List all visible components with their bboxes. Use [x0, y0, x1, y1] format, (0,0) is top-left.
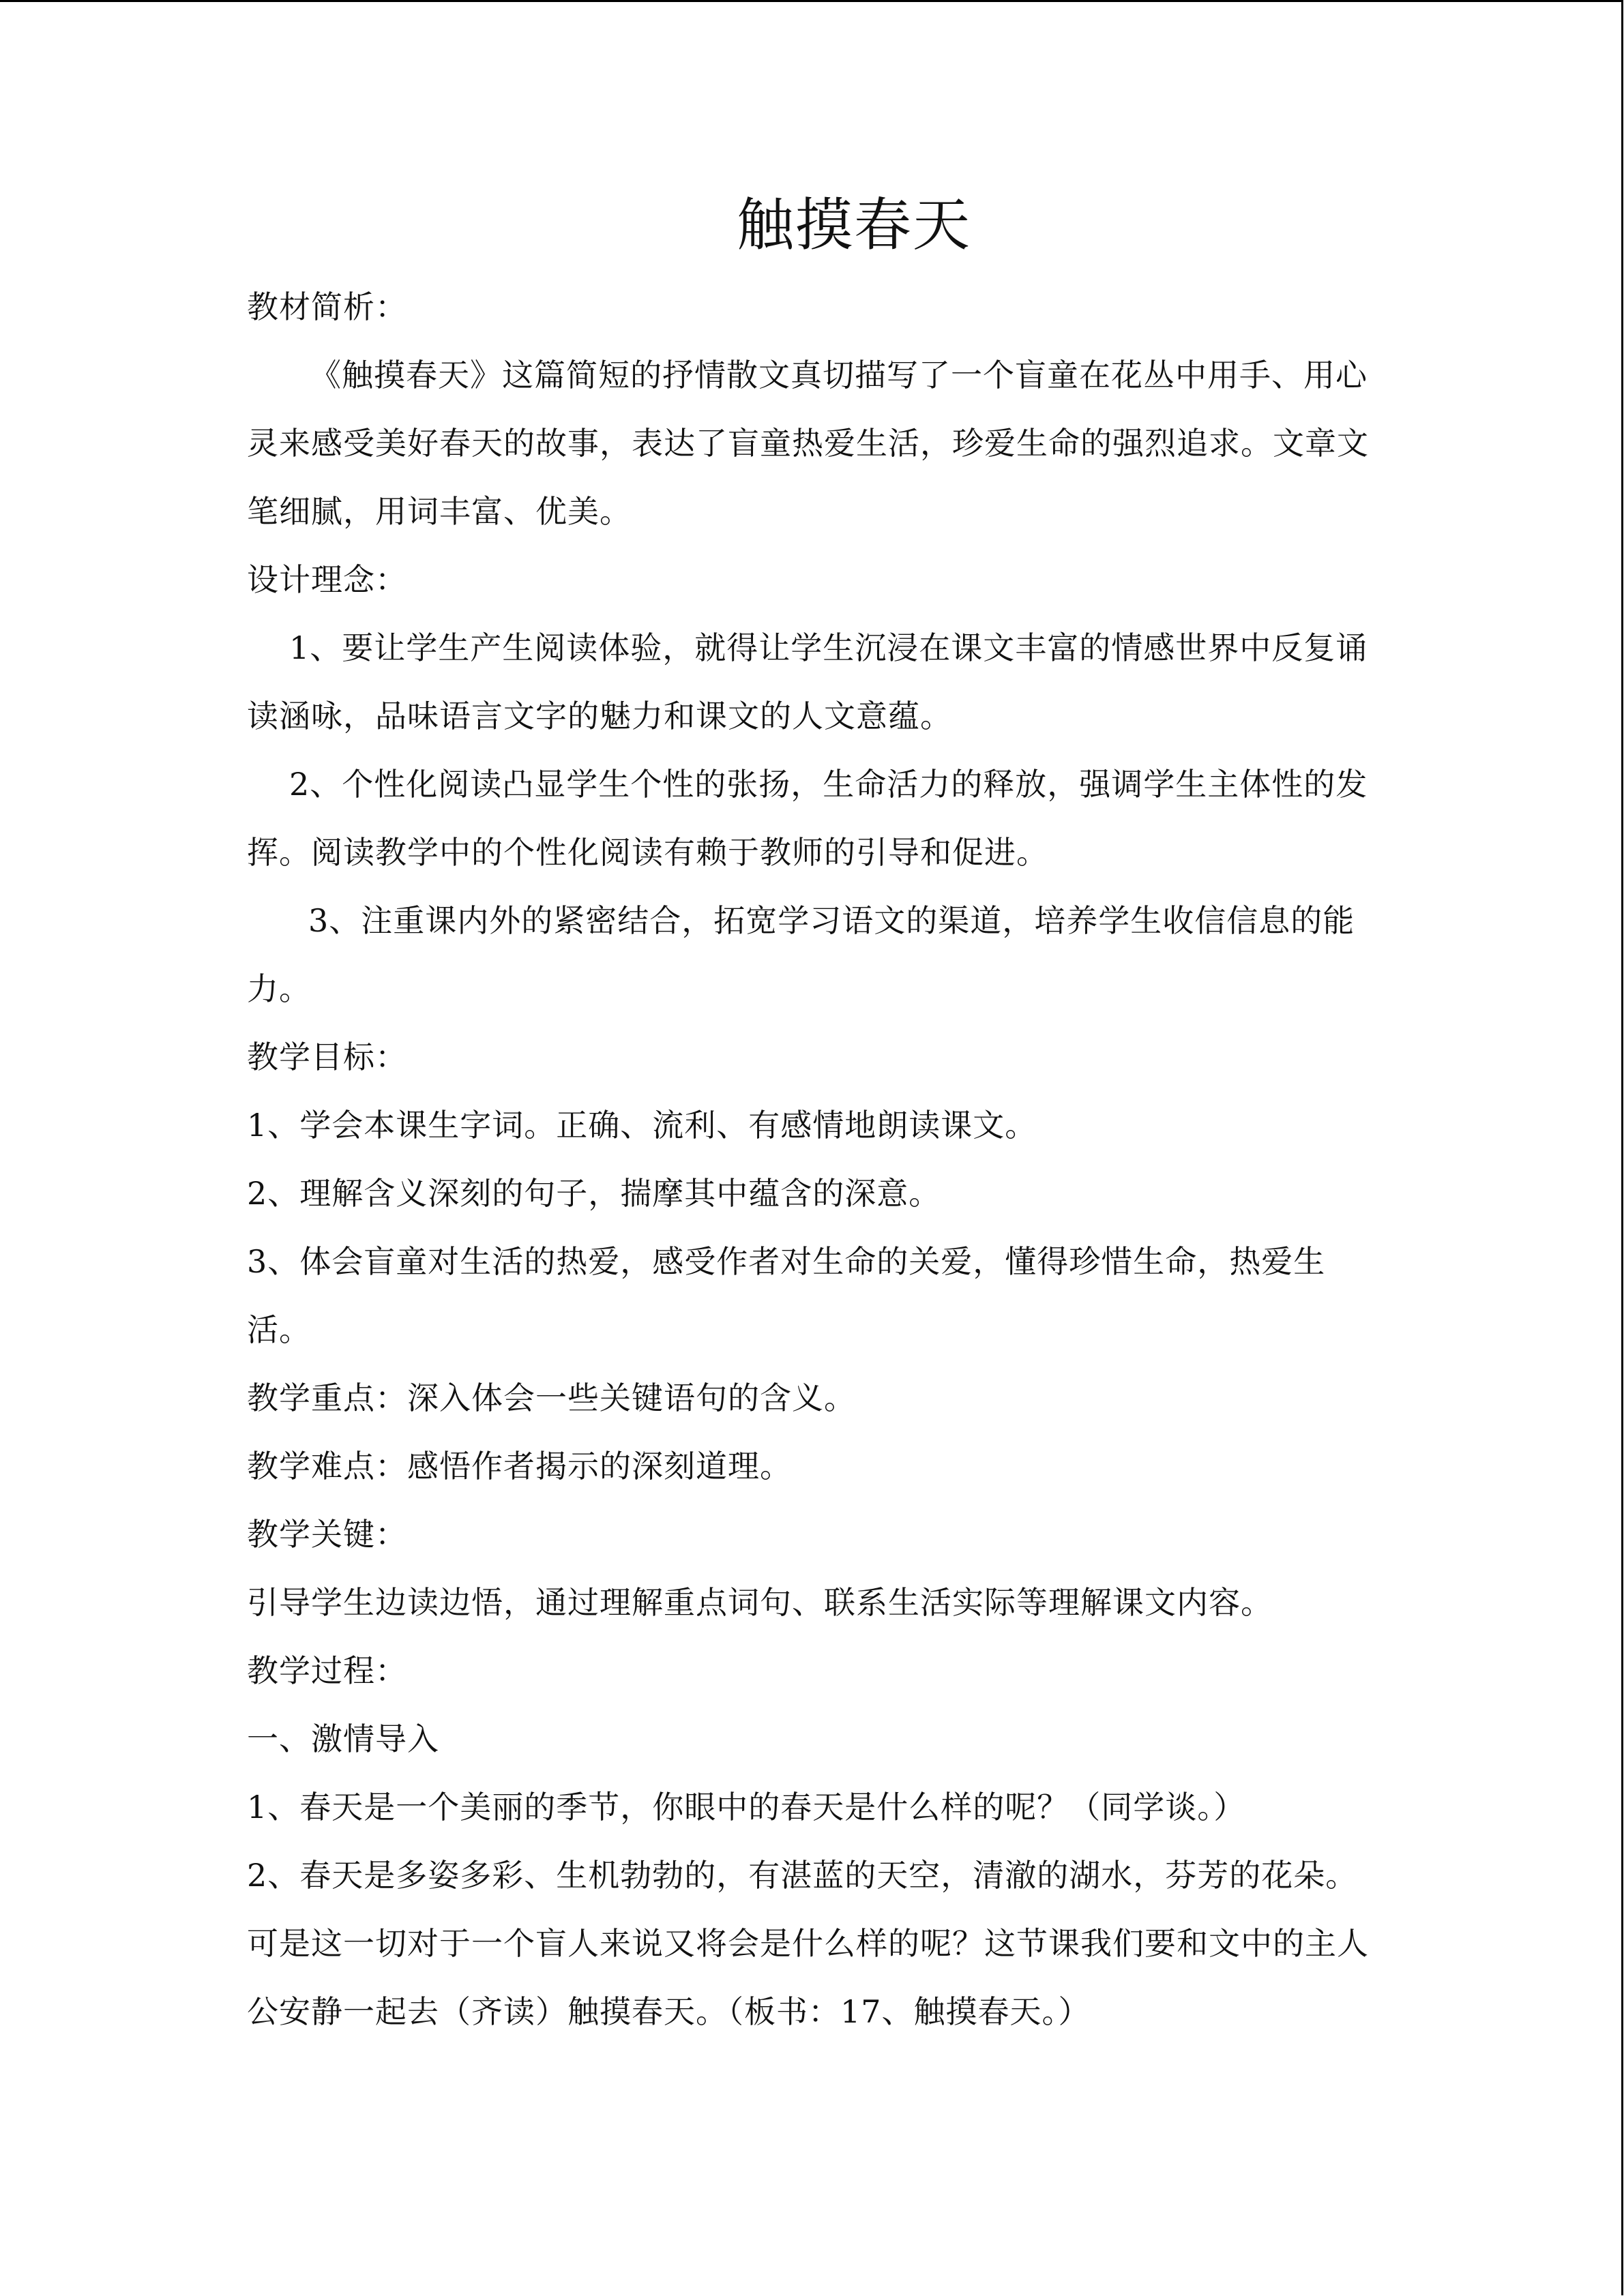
paragraph-intro-2: 2、春天是多姿多彩、生机勃勃的，有湛蓝的天空，清澈的湖水，芬芳的花朵。可是这一切对于一个盲人来说又将会是什么样的呢？这节课我们要和文中的主人公安静一起去（齐读）触摸春天。（板书：17、触摸春天。）: [247, 1857, 1369, 2030]
paragraph-teaching-focus: 教学重点：深入体会一些关键语句的含义。: [247, 1380, 856, 1416]
paragraph-goal-1: 1、学会本课生字词。正确、流利、有感情地朗读课文。: [247, 1107, 1037, 1144]
section-heading-design-concept: 设计理念：: [247, 561, 407, 598]
paragraph-intro-1: 1、春天是一个美丽的季节，你眼中的春天是什么样的呢？（同学谈。）: [247, 1789, 1246, 1825]
section-heading-teaching-key: 教学关键：: [247, 1516, 407, 1553]
paragraph-textbook-analysis: 《触摸春天》这篇简短的抒情散文真切描写了一个盲童在花丛中用手、用心灵来感受美好春天的故事，表达了盲童热爱生活，珍爱生命的强烈追求。文章文笔细腻，用词丰富、优美。: [247, 357, 1369, 530]
section-heading-teaching-process: 教学过程：: [247, 1652, 407, 1689]
paragraph-teaching-difficulty: 教学难点：感悟作者揭示的深刻道理。: [247, 1448, 792, 1485]
paragraph-design-concept-2: 2、个性化阅读凸显学生个性的张扬，生命活力的释放，强调学生主体性的发挥。阅读教学中的个性化阅读有赖于教师的引导和促进。: [247, 766, 1368, 871]
document-title: 触摸春天: [736, 192, 971, 258]
subheading-introduction: 一、激情导入: [247, 1720, 439, 1757]
paragraph-goal-2: 2、理解含义深刻的句子，揣摩其中蕴含的深意。: [247, 1175, 941, 1212]
section-heading-teaching-goals: 教学目标：: [247, 1039, 407, 1075]
paragraph-teaching-key: 引导学生边读边悟，通过理解重点词句、联系生活实际等理解课文内容。: [247, 1584, 1273, 1621]
document-body: [247, 184, 1379, 2046]
paragraph-design-concept-3: 3、注重课内外的紧密结合，拓宽学习语文的渠道，培养学生收信信息的能力。: [247, 902, 1355, 1007]
paragraph-goal-3: 3、体会盲童对生活的热爱，感受作者对生命的关爱，懂得珍惜生命，热爱生活。: [247, 1243, 1326, 1348]
section-heading-textbook-analysis: 教材简析：: [247, 288, 407, 325]
paragraph-design-concept-1: 1、要让学生产生阅读体验，就得让学生沉浸在课文丰富的情感世界中反复诵读涵咏，品味语言文字的魅力和课文的人文意蕴。: [247, 629, 1368, 734]
